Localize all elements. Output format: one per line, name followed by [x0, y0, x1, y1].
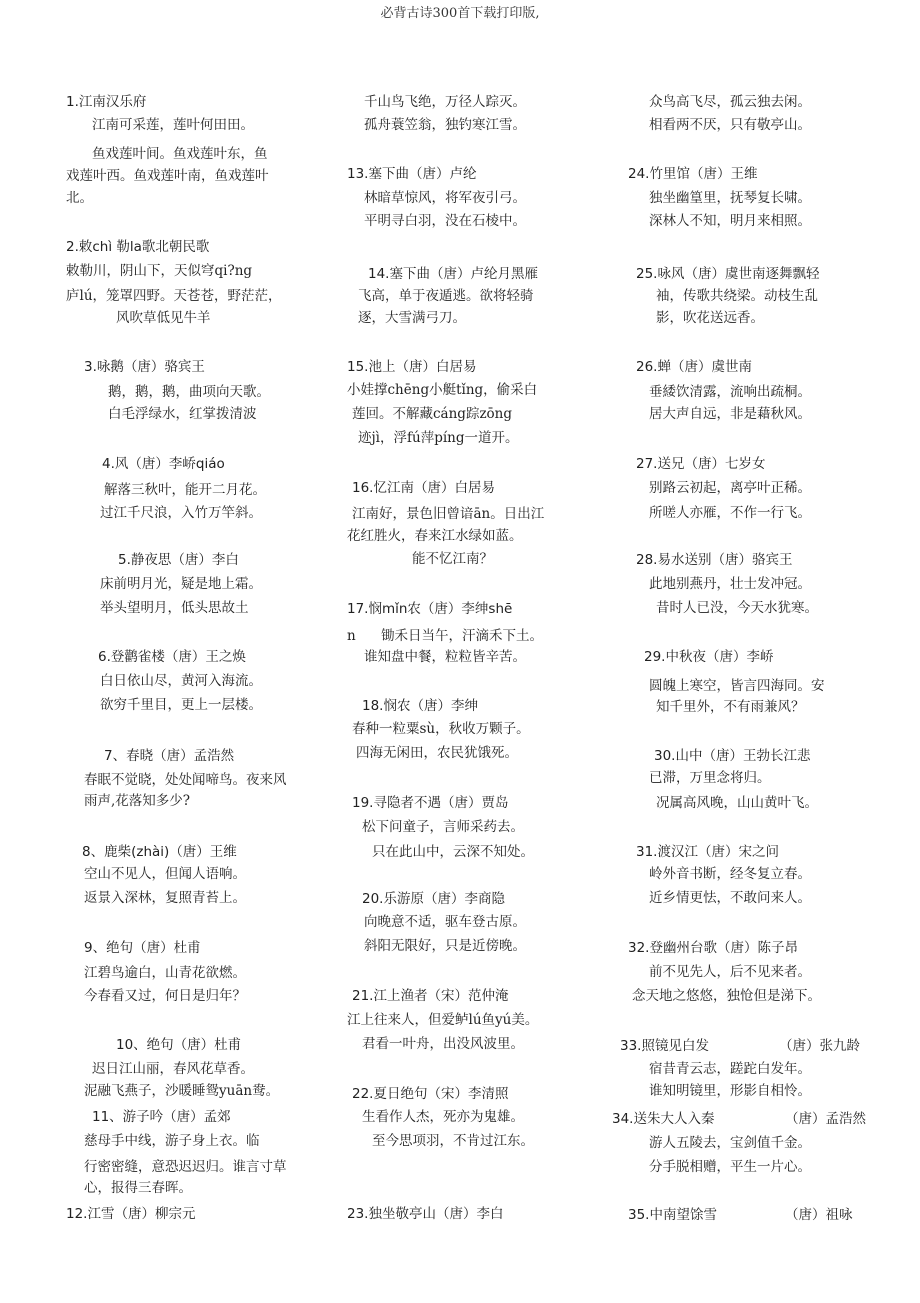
poem-title: 3.咏鹅（唐）骆宾王: [84, 359, 205, 375]
poem-line: 居大声自远，非是藉秋风。: [649, 406, 811, 422]
poem-line: 谁知明镜里，形影自相怜。: [649, 1083, 811, 1099]
poem-line: 圆魄上寒空，皆言四海同。安: [649, 678, 825, 694]
poem-title: 4.风（唐）李峤qiáo: [102, 456, 225, 472]
poem-title: 25.咏风（唐）虞世南逐舞飘轻: [636, 266, 820, 282]
poem-title: 1.江南汉乐府: [66, 94, 147, 110]
poem-title: 17.悯mǐn农（唐）李绅shē: [347, 601, 513, 617]
poem-title: 31.渡汉江（唐）宋之问: [636, 844, 779, 860]
poem-title: 35.中南望馀雪: [628, 1207, 717, 1223]
poem-title: 10、绝句（唐）杜甫: [116, 1037, 242, 1053]
poem-line: 鹅，鹅，鹅，曲项向天歌。: [108, 384, 270, 400]
poem-line: 至今思项羽，不肯过江东。: [372, 1133, 534, 1149]
poem-line: 平明寻白羽，没在石棱中。: [364, 213, 526, 229]
poem-line: 垂緌饮清露，流响出疏桐。: [649, 384, 811, 400]
poem-title: （唐）孟浩然: [785, 1111, 866, 1127]
poem-line: 近乡情更怯，不敢问来人。: [649, 890, 811, 906]
poem-line: 斜阳无限好，只是近傍晚。: [364, 938, 526, 954]
poem-line: 岭外音书断，经冬复立春。: [649, 866, 811, 882]
poem-line: 前不见先人，后不见来者。: [649, 964, 811, 980]
poem-line: 众鸟高飞尽，孤云独去闲。: [649, 94, 811, 110]
poem-title: 19.寻隐者不遇（唐）贾岛: [352, 795, 509, 811]
poem-title: 8、鹿柴(zhài)（唐）王维: [82, 844, 237, 860]
poem-title: 32.登幽州台歌（唐）陈子昂: [628, 940, 798, 956]
poem-line: 独坐幽篁里，抚琴复长啸。: [649, 190, 811, 206]
page-header: 必背古诗300首下载打印版,: [380, 6, 540, 21]
poem-line: 分手脱相赠，平生一片心。: [649, 1159, 811, 1175]
poem-line: 谁知盘中餐，粒粒皆辛苦。: [364, 649, 526, 665]
poem-line: 相看两不厌，只有敬亭山。: [649, 117, 811, 133]
poem-line: 迹jì，浮fú萍píng一道开。: [358, 430, 519, 446]
poem-title: 18.悯农（唐）李绅: [362, 698, 478, 714]
poem-title: 33.照镜见白发: [620, 1038, 709, 1054]
poem-line: 知千里外，不有雨兼风？: [656, 699, 805, 715]
poem-line: 过江千尺浪，入竹万竿斜。: [100, 505, 262, 521]
poem-line: 孤舟蓑笠翁，独钓寒江雪。: [364, 117, 526, 133]
poem-line: 生看作人杰，死亦为鬼雄。: [362, 1109, 524, 1125]
poem-line: 江碧鸟逾白，山青花欲燃。: [84, 965, 246, 981]
poem-line: 江南好，景色旧曾谙ān。日出江: [352, 506, 545, 522]
poem-title: （唐）祖咏: [785, 1207, 853, 1223]
poem-line: 飞高，单于夜遁逃。欲将轻骑: [358, 288, 534, 304]
poem-line: n: [347, 628, 356, 644]
poem-line: 宿昔青云志，蹉跎白发年。: [649, 1061, 811, 1077]
poem-title: 27.送兄（唐）七岁女: [636, 456, 766, 472]
poem-line: 别路云初起，离亭叶正稀。: [649, 480, 811, 496]
poem-line: 解落三秋叶，能开二月花。: [104, 482, 266, 498]
poem-line: 能不忆江南？: [412, 551, 493, 567]
poem-line: 风吹草低见牛羊: [116, 310, 211, 326]
poem-title: 14.塞下曲（唐）卢纶月黑雁: [368, 266, 538, 282]
poem-line: 只在此山中，云深不知处。: [372, 844, 534, 860]
poem-line: 庐lú，笼罩四野。天苍苍，野茫茫，: [66, 288, 282, 304]
poem-line: 昔时人已没，今天水犹寒。: [656, 600, 818, 616]
poem-line: 此地别燕丹，壮士发冲冠。: [649, 576, 811, 592]
poem-line: 举头望明月，低头思故土: [100, 600, 249, 616]
poem-title: 11、游子吟（唐）孟郊: [92, 1109, 231, 1125]
poem-line: 春种一粒粟sù，秋收万颗子。: [352, 721, 530, 737]
poem-line: 君看一叶舟，出没风波里。: [362, 1036, 524, 1052]
poem-title: 15.池上（唐）白居易: [347, 359, 477, 375]
poem-title: 12.江雪（唐）柳宗元: [66, 1206, 196, 1222]
poem-line: 春眠不觉晓，处处闻啼鸟。夜来风: [84, 772, 287, 788]
poem-line: 已滞，万里念将归。: [649, 770, 771, 786]
poem-title: 22.夏日绝句（宋）李清照: [352, 1086, 509, 1102]
poem-line: 鱼戏莲叶间。鱼戏莲叶东，鱼: [92, 146, 268, 162]
poem-line: 莲回。不解藏cáng踪zōng: [352, 406, 513, 422]
poem-line: 江南可采莲，莲叶何田田。: [92, 117, 254, 133]
poem-title: 7、春晓（唐）孟浩然: [104, 748, 235, 764]
poem-title: 5.静夜思（唐）李白: [118, 552, 239, 568]
poem-line: 泥融飞燕子，沙暖睡鸳yuān鸯。: [84, 1083, 280, 1099]
poem-line: 深林人不知，明月来相照。: [649, 213, 811, 229]
poem-title: 16.忆江南（唐）白居易: [352, 480, 495, 496]
poem-line: 白毛浮绿水，红掌拨清波: [108, 406, 257, 422]
poem-title: 24.竹里馆（唐）王维: [628, 166, 758, 182]
poem-line: 戏莲叶西。鱼戏莲叶南，鱼戏莲叶: [66, 168, 269, 184]
poem-line: 慈母手中线，游子身上衣。临: [84, 1133, 260, 1149]
poem-line: 北。: [66, 190, 93, 206]
poem-line: 所嗟人亦雁，不作一行飞。: [649, 505, 811, 521]
poem-line: 逐，大雪满弓刀。: [358, 310, 466, 326]
poem-line: 花红胜火，春来江水绿如蓝。: [347, 528, 523, 544]
poem-line: 袖，传歌共绕梁。动枝生乱: [656, 288, 818, 304]
poem-line: 今春看又过，何日是归年？: [84, 988, 246, 1004]
poem-line: 迟日江山丽，春风花草香。: [92, 1061, 254, 1077]
poem-line: 锄禾日当午，汗滴禾下土。: [381, 628, 543, 644]
poem-line: 影，吹花送远香。: [656, 310, 764, 326]
poem-title: 34.送朱大人入秦: [612, 1111, 715, 1127]
poem-title: 20.乐游原（唐）李商隐: [362, 891, 505, 907]
poem-title: 2.敕chì 勒la歌北朝民歌: [66, 239, 210, 255]
poem-title: 13.塞下曲（唐）卢纶: [347, 166, 477, 182]
poem-line: 行密密缝，意恐迟迟归。谁言寸草: [84, 1159, 287, 1175]
poem-title: 28.易水送别（唐）骆宾王: [636, 552, 793, 568]
poem-title: 21.江上渔者（宋）范仲淹: [352, 988, 509, 1004]
poem-title: 26.蝉（唐）虞世南: [636, 359, 752, 375]
poem-title: 23.独坐敬亭山（唐）李白: [347, 1206, 504, 1222]
poem-line: 况属高风晚，山山黄叶飞。: [656, 795, 818, 811]
poem-line: 返景入深林，复照青苔上。: [84, 890, 246, 906]
poem-line: 松下问童子，言师采药去。: [362, 819, 524, 835]
poem-line: 林暗草惊风，将军夜引弓。: [364, 190, 526, 206]
poem-title: 30.山中（唐）王勃长江悲: [654, 748, 811, 764]
poem-line: 心，报得三春晖。: [84, 1180, 192, 1196]
poem-line: 空山不见人，但闻人语响。: [84, 866, 246, 882]
poem-line: 四海无闲田，农民犹饿死。: [356, 745, 518, 761]
poem-line: 雨声,花落知多少?: [84, 793, 191, 809]
poem-line: 游人五陵去，宝剑值千金。: [649, 1135, 811, 1151]
poem-line: 念天地之悠悠，独怆但是涕下。: [632, 988, 821, 1004]
poem-title: 6.登鹳雀楼（唐）王之焕: [98, 649, 246, 665]
poem-line: 小娃撑chēng小艇tǐng，偷采白: [347, 382, 538, 398]
poem-line: 敕勒川，阴山下，天似穹qi?ng: [66, 263, 253, 279]
poem-title: 9、绝句（唐）杜甫: [84, 940, 201, 956]
poem-line: 白日依山尽，黄河入海流。: [100, 673, 262, 689]
poem-line: 向晚意不适，驱车登古原。: [364, 914, 526, 930]
poem-title: （唐）张九龄: [779, 1038, 860, 1054]
poem-line: 江上往来人，但爱鲈lú鱼yú美。: [347, 1012, 539, 1028]
poem-title: 29.中秋夜（唐）李峤: [644, 649, 774, 665]
poem-line: 欲穷千里目，更上一层楼。: [100, 697, 262, 713]
poem-line: 床前明月光，疑是地上霜。: [100, 576, 262, 592]
poem-line: 千山鸟飞绝，万径人踪灭。: [364, 94, 526, 110]
